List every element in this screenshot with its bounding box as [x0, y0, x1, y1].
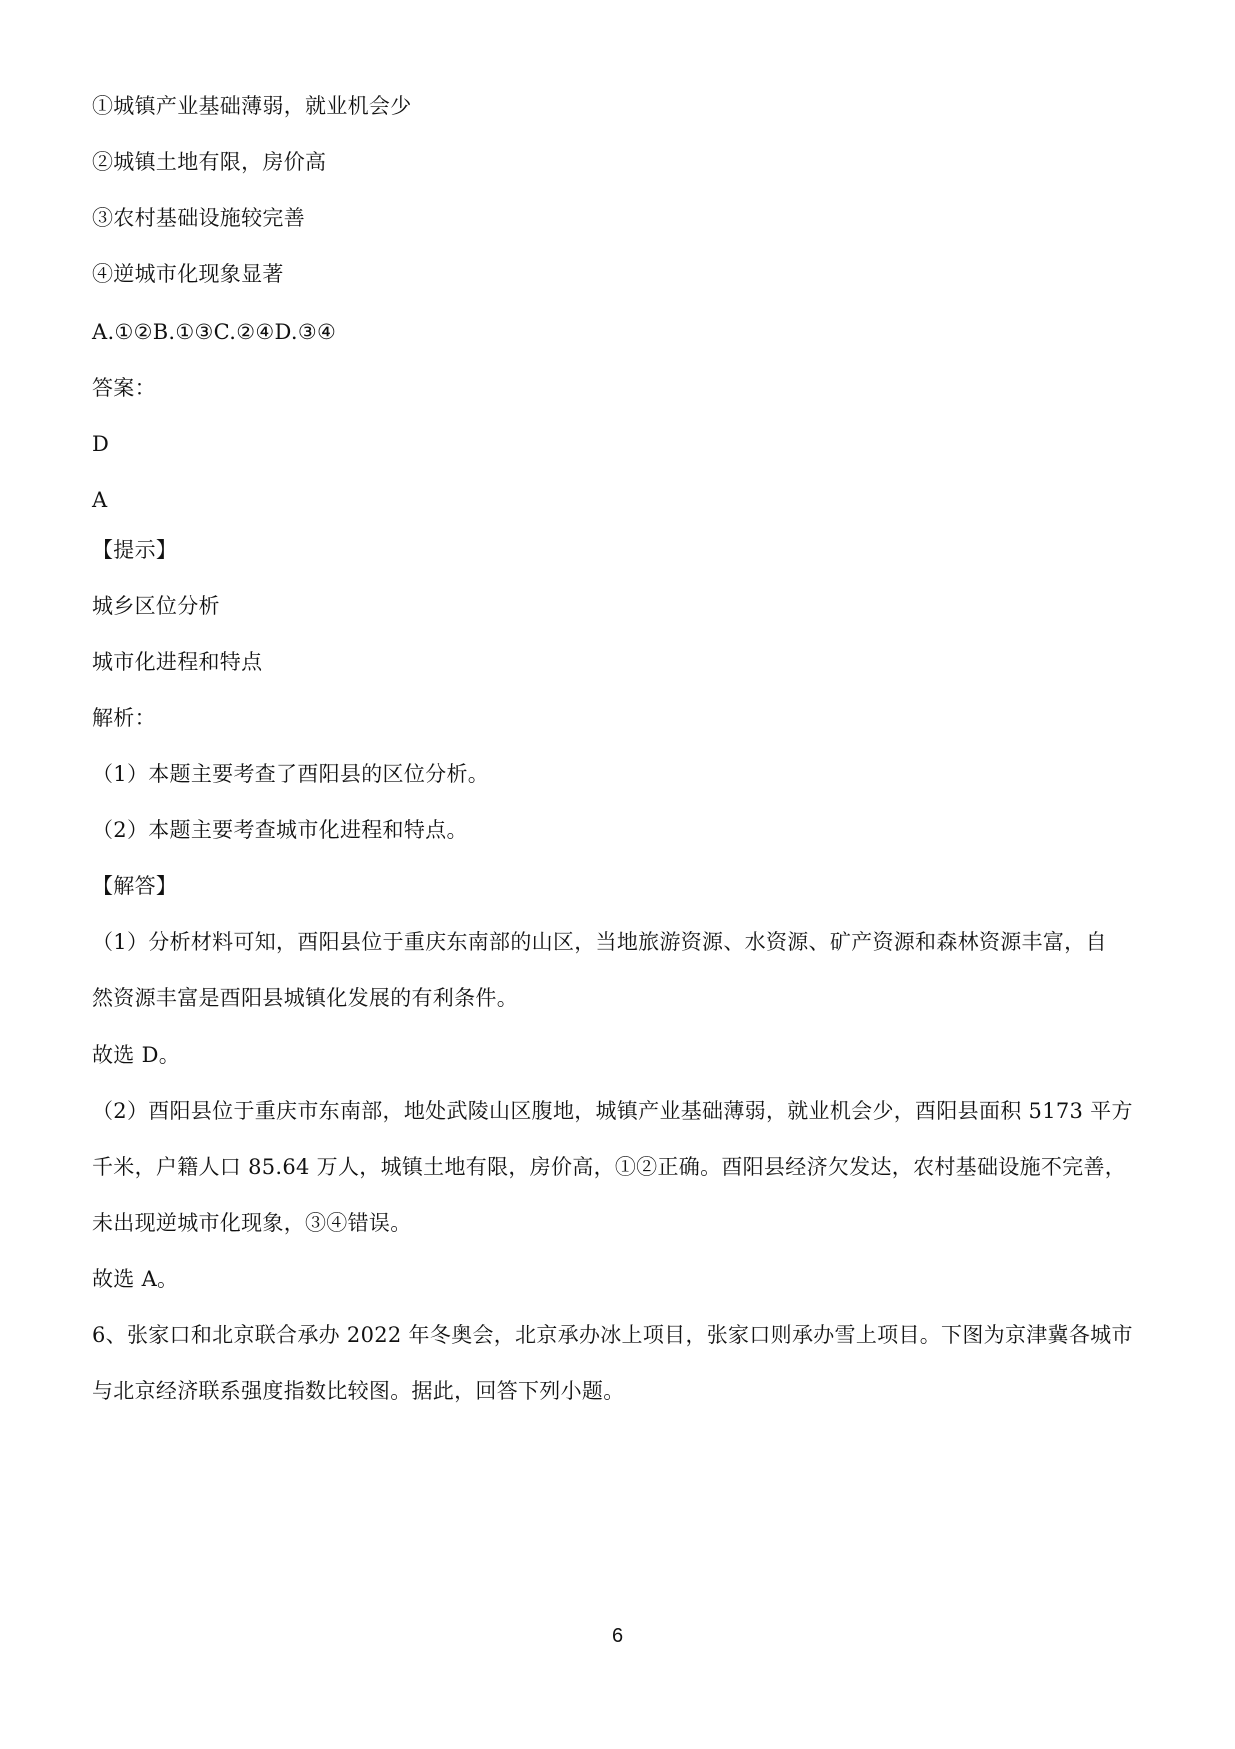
hint-2: 城市化进程和特点 [92, 650, 263, 674]
solution-2-line-1: （2）酉阳县位于重庆市东南部，地处武陵山区腹地，城镇产业基础薄弱，就业机会少，酉阳县面积 5173 平方 [92, 1099, 1133, 1123]
analysis-2: （2）本题主要考查城市化进程和特点。 [92, 818, 468, 842]
choose-a: 故选 A。 [92, 1267, 179, 1291]
solution-2-line-2: 千米，户籍人口 85.64 万人，城镇土地有限，房价高，①②正确。酉阳县经济欠发达，农村基础设施不完善， [92, 1155, 1127, 1179]
question-6-line-1: 6、张家口和北京联合承办 2022 年冬奥会，北京承办冰上项目，张家口则承办雪上项目。下图为京津冀各城市 [92, 1323, 1133, 1347]
answer-1: D [92, 432, 110, 456]
choose-d: 故选 D。 [92, 1043, 181, 1067]
solution-label: 【解答】 [92, 874, 178, 898]
solution-2-line-3: 未出现逆城市化现象，③④错误。 [92, 1211, 412, 1235]
answer-2: A [92, 488, 108, 512]
analysis-label: 解析： [92, 706, 156, 730]
option-3: ③农村基础设施较完善 [92, 206, 305, 230]
option-2: ②城镇土地有限，房价高 [92, 150, 327, 174]
analysis-1: （1）本题主要考查了酉阳县的区位分析。 [92, 762, 490, 786]
answer-label: 答案： [92, 376, 156, 400]
hint-label: 【提示】 [92, 538, 178, 562]
solution-1-line-2: 然资源丰富是酉阳县城镇化发展的有利条件。 [92, 986, 518, 1010]
option-1: ①城镇产业基础薄弱，就业机会少 [92, 94, 412, 118]
hint-1: 城乡区位分析 [92, 594, 220, 618]
page-number: 6 [611, 1625, 624, 1647]
choices: A.①②B.①③C.②④D.③④ [92, 320, 337, 344]
solution-1-line-1: （1）分析材料可知，酉阳县位于重庆东南部的山区，当地旅游资源、水资源、矿产资源和森林资源丰富，自 [92, 930, 1107, 954]
option-4: ④逆城市化现象显著 [92, 262, 284, 286]
question-6-line-2: 与北京经济联系强度指数比较图。据此，回答下列小题。 [92, 1379, 625, 1403]
